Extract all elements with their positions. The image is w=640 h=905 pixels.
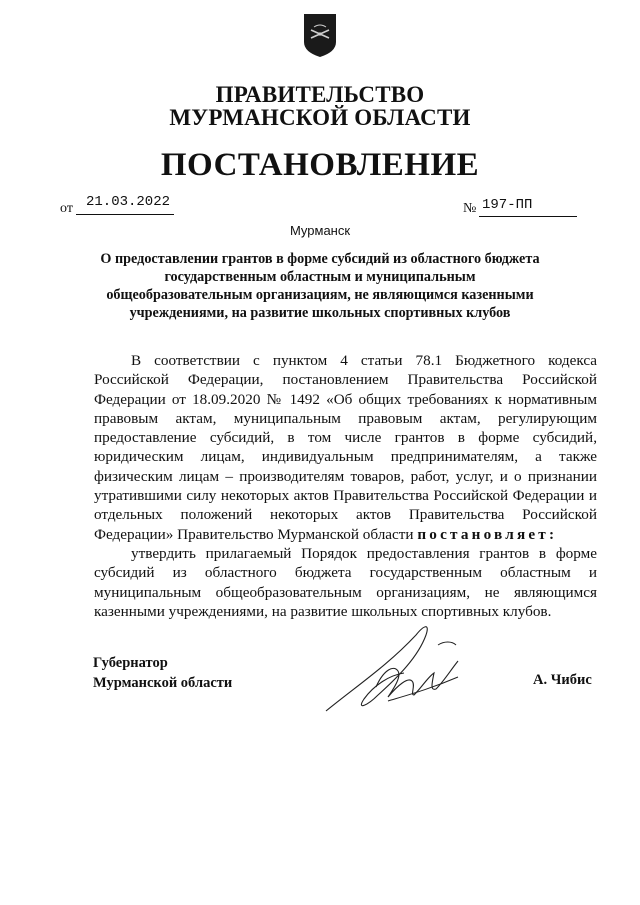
- organization-name-line1: ПРАВИТЕЛЬСТВО: [215, 82, 425, 107]
- document-type-heading: ПОСТАНОВЛЕНИЕ: [160, 147, 480, 183]
- handwritten-signature: [318, 615, 478, 725]
- number-underline: [479, 216, 577, 217]
- signer-name: А. Чибис: [533, 672, 592, 688]
- resolution-keyword: постановляет:: [417, 525, 558, 543]
- body-paragraph-1: [94, 351, 597, 544]
- document-title: О предоставлении грантов в форме субсидий из областного бюджета государственным областным и муниципальным общеобразовательным организациям, не являющимся казенными учреждениями, на развитие школьных спортивных клубов: [100, 251, 540, 321]
- paragraph-1-text: В соответствии с пунктом 4 статьи 78.1 Бюджетного кодекса Российской Федерации, постановлением Правительства Российской Федерации от 18.09.2020 № 1492 «Об общих требованиях к нормативным правовым актам, муниципальным правовым актам, регулирующим предоставление субсидий, в том числе грантов в форме субсидий, юридическим лицам, индивидуальным предпринимателям, а также физическим лицам – производителям товаров, работ, услуг, и о признании утратившими силу некоторых актов Правительства Российской Федерации и отдельных положений некоторых актов Правительства Российской Федерации» Правительство Мурманской области: [94, 352, 597, 543]
- signatory-position-line2: Мурманской области: [93, 675, 233, 691]
- organization-name-line2: МУРМАНСКОЙ ОБЛАСТИ: [169, 105, 471, 130]
- date-underline: [76, 214, 174, 215]
- signatory-position-line1: Губернатор: [93, 655, 168, 671]
- date-prefix: от: [60, 201, 73, 216]
- document-city: Мурманск: [289, 223, 351, 238]
- number-prefix: №: [463, 201, 477, 216]
- signatory-position: [93, 653, 232, 693]
- region-coat-of-arms-icon: [302, 12, 338, 58]
- document-number: 197-ПП: [482, 197, 533, 213]
- document-date: 21.03.2022: [85, 194, 170, 210]
- document-body: [94, 351, 597, 621]
- body-paragraph-2: утвердить прилагаемый Порядок предоставления грантов в форме субсидий из областного бюджета государственным областным и муниципальным общеобразовательным организациям, не являющимся казенными учреждениями, на развитие школьных спортивных клубов.: [94, 544, 597, 620]
